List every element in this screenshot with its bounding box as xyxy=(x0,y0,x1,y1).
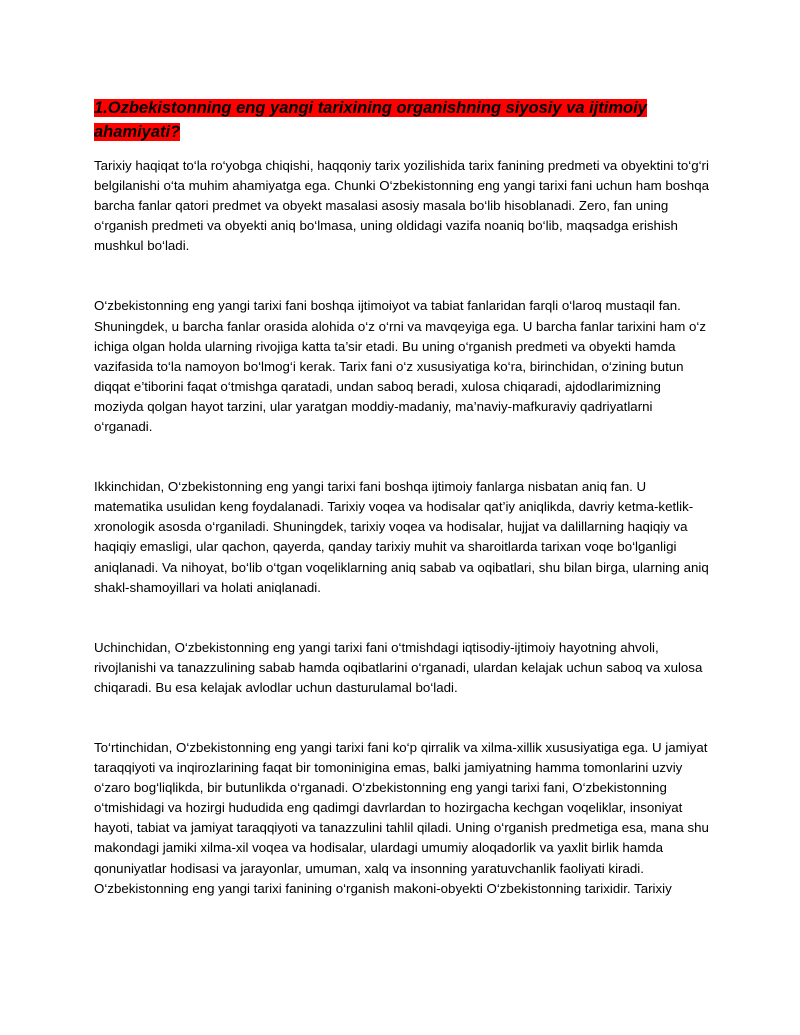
paragraph-spacer xyxy=(94,598,712,638)
document-body xyxy=(94,96,712,899)
paragraph-3: Ikkinchidan, O‘zbekistonning eng yangi tarixi fani boshqa ijtimoiy fanlarga nisbatan aniq fan. U matematika usulidan keng foydalanadi. Tarixiy voqea va hodisalar qat’iy aniqlikda, davriy ketma-ketlik-xronologik asosda o‘rganiladi. Shuningdek, tarixiy voqea va hodisalar, hujjat va dalillarning haqiqiy va haqiqiy emasligi, ular qachon, qayerda, qanday tarixiy muhit va sharoitlarda tarixan voqe bo‘lganligi aniqlanadi. Va nihoyat, bo‘lib o‘tgan voqeliklarning aniq sabab va oqibatlari, shu bilan birga, ularning aniq shakl-shamoyillari va holati aniqlanadi. xyxy=(94,479,709,595)
paragraph-2: O‘zbekistonning eng yangi tarixi fani boshqa ijtimoiyot va tabiat fanlaridan farqli o‘laroq mustaqil fan. Shuningdek, u barcha fanlar orasida alohida o‘z o‘rni va mavqeyiga ega. U barcha fanlar tarixini ham o‘z ichiga olgan holda ularning rivojiga katta ta’sir etadi. Bu uning o‘rganish predmeti va obyekti hamda vazifasida to‘la namoyon bo‘lmog‘i kerak. Tarix fani o‘z xususiyatiga ko‘ra, birinchidan, o‘zining butun diqqat e’tiborini faqat o‘tmishga qaratadi, undan saboq beradi, xulosa chiqaradi, ajdodlarimizning moziyda qolgan hayot tarzini, ular yaratgan moddiy-madaniy, ma’naviy-mafkuraviy qadriyatlarni o‘rganadi. xyxy=(94,298,707,435)
paragraph-1: Tarixiy haqiqat to‘la ro‘yobga chiqishi, haqqoniy tarix yozilishida tarix fanining predmeti va obyektini to‘g‘ri belgilanishi o‘ta muhim ahamiyatga ega. Chunki O‘zbekistonning eng yangi tarixi fani uchun ham boshqa barcha fanlar qatori predmet va obyekt masalasi asosiy masala bo‘lib hisoblanadi. Zero, fan uning o‘rganish predmeti va obyekti aniq bo‘lmasa, uning oldidagi vazifa noaniq bo‘lib, maqsadga erishish mushkul bo‘ladi. xyxy=(94,158,709,254)
document-heading xyxy=(94,96,712,144)
paragraph-5: To‘rtinchidan, O‘zbekistonning eng yangi tarixi fani ko‘p qirralik va xilma-xillik xususiyatiga ega. U jamiyat taraqqiyoti va inqirozlarining faqat bir tomoninigina emas, balki jamiyatning hamma tomonlarini uzviy o‘zaro bog‘liqlikda, bir butunlikda o‘rganadi. O‘zbekistonning eng yangi tarixi fani, O‘zbekistonning o‘tmishidagi va hozirgi hududida eng qadimgi davrlardan to hozirgacha kechgan voqeliklar, insoniyat hayoti, tabiat va jamiyat taraqqiyoti va tanazzulini tahlil qiladi. Uning o‘rganish predmetiga esa, mana shu makondagi jamiki xilma-xil voqea va hodisalar, ulardagi umumiy aloqadorlik va yaxlit birlik hamda qonuniyatlar hodisasi va jarayonlar, umuman, xalq va insonning yaratuvchanlik faoliyati kiradi. O‘zbekistonning eng yangi tarixi fanining o‘rganish makoni-obyekti O‘zbekistonning tarixidir. Tarixiy xyxy=(94,739,709,896)
paragraph-spacer xyxy=(94,698,712,738)
paragraph-spacer xyxy=(94,256,712,296)
heading-text: 1.Ozbekistonning eng yangi tarixining organishning siyosiy va ijtimoiy ahamiyati? xyxy=(94,99,647,141)
paragraph-spacer xyxy=(94,437,712,477)
paragraph-4: Uchinchidan, O‘zbekistonning eng yangi tarixi fani o‘tmishdagi iqtisodiy-ijtimoiy hayotning ahvoli, rivojlanishi va tanazzulining sabab hamda oqibatlarini o‘rganadi, ulardan kelajak uchun saboq va xulosa chiqaradi. Bu esa kelajak avlodlar uchun dasturulamal bo‘ladi. xyxy=(94,639,703,695)
